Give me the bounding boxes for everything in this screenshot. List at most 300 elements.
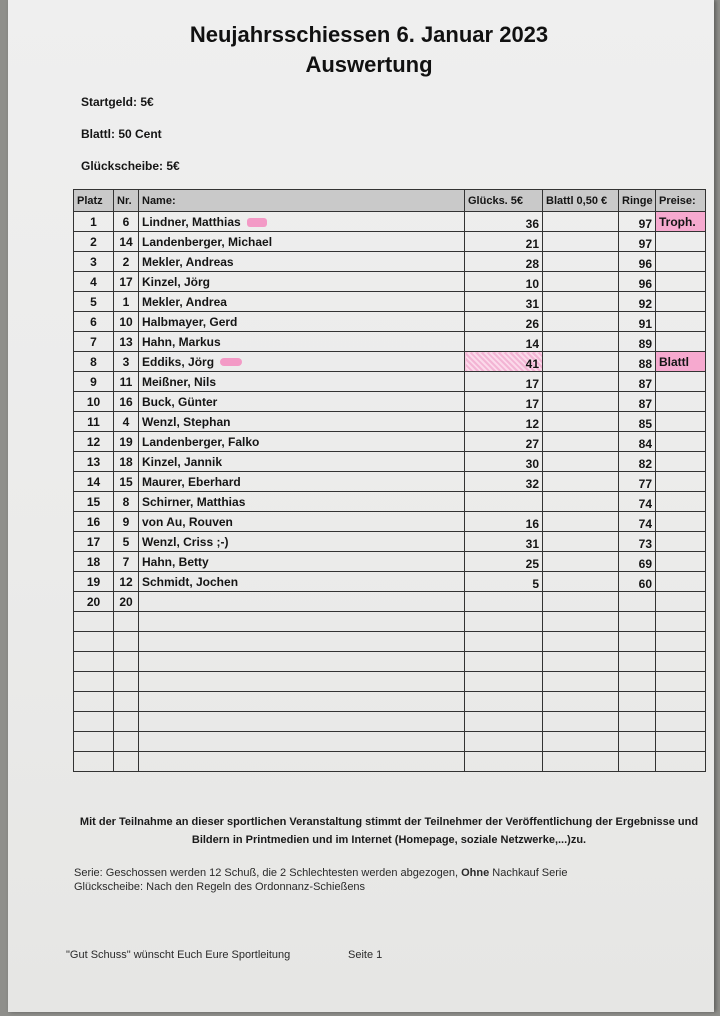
cell-nr xyxy=(114,632,139,652)
cell-glueck xyxy=(465,292,543,312)
cell-platz xyxy=(74,672,114,692)
cell-nr xyxy=(114,492,139,512)
cell-blattl xyxy=(543,692,619,712)
table-row xyxy=(74,752,706,772)
table-row xyxy=(74,732,706,752)
cell-ringe xyxy=(619,672,656,692)
cell-platz xyxy=(74,592,114,612)
cell-name xyxy=(139,372,465,392)
cell-ringe xyxy=(619,472,656,492)
cell-preis xyxy=(656,252,706,272)
cell-name-value: Hahn, Betty xyxy=(142,554,209,569)
cell-name-value: Buck, Günter xyxy=(142,394,218,409)
cell-ringe xyxy=(619,532,656,552)
cell-nr-value: 17 xyxy=(119,274,133,289)
cell-platz-value: 18 xyxy=(86,554,101,569)
cell-ringe-value: 97 xyxy=(638,217,652,231)
cell-blattl xyxy=(543,352,619,372)
cell-glueck-value: 14 xyxy=(525,337,539,351)
cell-name xyxy=(139,492,465,512)
cell-name xyxy=(139,712,465,732)
cell-ringe-value: 60 xyxy=(638,577,652,591)
cell-name-value: Wenzl, Criss ;-) xyxy=(142,534,229,549)
cell-nr-value: 5 xyxy=(122,534,130,549)
cell-platz xyxy=(74,272,114,292)
cell-blattl xyxy=(543,392,619,412)
cell-preis xyxy=(656,632,706,652)
cell-preis xyxy=(656,552,706,572)
cell-ringe xyxy=(619,632,656,652)
table-row xyxy=(74,532,706,552)
cell-nr xyxy=(114,572,139,592)
table-row xyxy=(74,592,706,612)
cell-ringe xyxy=(619,312,656,332)
cell-name xyxy=(139,292,465,312)
cell-blattl xyxy=(543,712,619,732)
cell-glueck xyxy=(465,392,543,412)
cell-name-value: Kinzel, Jannik xyxy=(142,454,223,469)
cell-blattl xyxy=(543,632,619,652)
cell-ringe-value: 89 xyxy=(638,337,652,351)
cell-nr xyxy=(114,232,139,252)
cell-blattl xyxy=(543,312,619,332)
cell-platz xyxy=(74,752,114,772)
cell-glueck-value: 12 xyxy=(525,417,539,431)
cell-name xyxy=(139,332,465,352)
cell-ringe-value: 92 xyxy=(638,297,652,311)
cell-name-value: von Au, Rouven xyxy=(142,514,233,529)
cell-ringe-value: 85 xyxy=(638,417,652,431)
cell-ringe xyxy=(619,292,656,312)
cell-preis xyxy=(656,652,706,672)
cell-nr-value: 15 xyxy=(119,474,133,489)
cell-nr xyxy=(114,412,139,432)
cell-ringe-value: 87 xyxy=(638,397,652,411)
cell-blattl xyxy=(543,412,619,432)
cell-glueck xyxy=(465,632,543,652)
cell-preis xyxy=(656,752,706,772)
cell-platz-value: 13 xyxy=(86,454,101,469)
cell-preis xyxy=(656,352,706,372)
col-header-nr: Nr. xyxy=(114,190,139,212)
fee-glueckscheibe: Glückscheibe: 5€ xyxy=(81,159,180,173)
cell-nr xyxy=(114,312,139,332)
table-row xyxy=(74,232,706,252)
page-number: Seite 1 xyxy=(348,949,383,961)
cell-glueck xyxy=(465,532,543,552)
cell-glueck xyxy=(465,492,543,512)
table-row xyxy=(74,372,706,392)
cell-glueck xyxy=(465,472,543,492)
cell-glueck-value: 41 xyxy=(525,357,539,371)
cell-name-value: Halbmayer, Gerd xyxy=(142,314,238,329)
cell-name xyxy=(139,392,465,412)
cell-ringe-value: 87 xyxy=(638,377,652,391)
cell-glueck-value: 17 xyxy=(525,397,539,411)
cell-preis xyxy=(656,452,706,472)
cell-nr xyxy=(114,672,139,692)
cell-ringe-value: 88 xyxy=(638,357,652,371)
cell-nr-value: 19 xyxy=(119,434,133,449)
cell-blattl xyxy=(543,432,619,452)
cell-blattl xyxy=(543,592,619,612)
col-header-preise: Preise: xyxy=(656,190,706,212)
cell-platz xyxy=(74,432,114,452)
cell-platz xyxy=(74,632,114,652)
cell-glueck xyxy=(465,252,543,272)
cell-nr xyxy=(114,452,139,472)
cell-platz xyxy=(74,292,114,312)
cell-blattl xyxy=(543,492,619,512)
fee-blattl: Blattl: 50 Cent xyxy=(81,127,162,141)
cell-nr-value: 20 xyxy=(119,594,133,609)
cell-name-value: Meißner, Nils xyxy=(142,374,217,389)
cell-name xyxy=(139,232,465,252)
cell-name xyxy=(139,572,465,592)
cell-glueck-value: 31 xyxy=(525,537,539,551)
cell-glueck-value: 31 xyxy=(525,297,539,311)
cell-ringe xyxy=(619,452,656,472)
cell-preis xyxy=(656,292,706,312)
cell-name xyxy=(139,612,465,632)
cell-nr xyxy=(114,612,139,632)
cell-name xyxy=(139,212,465,232)
cell-platz xyxy=(74,312,114,332)
cell-glueck xyxy=(465,352,543,372)
cell-ringe xyxy=(619,412,656,432)
table-row xyxy=(74,272,706,292)
cell-nr xyxy=(114,512,139,532)
cell-preis xyxy=(656,592,706,612)
cell-nr xyxy=(114,732,139,752)
table-row xyxy=(74,452,706,472)
cell-ringe-value: 82 xyxy=(638,457,652,471)
col-header-glueck: Glücks. 5€ xyxy=(465,190,543,212)
cell-glueck-value: 26 xyxy=(525,317,539,331)
paper-sheet xyxy=(8,0,714,1012)
cell-name-value: Mekler, Andrea xyxy=(142,294,227,309)
cell-ringe xyxy=(619,252,656,272)
cell-platz-value: 4 xyxy=(90,274,97,289)
cell-glueck xyxy=(465,332,543,352)
cell-name xyxy=(139,652,465,672)
cell-ringe xyxy=(619,432,656,452)
cell-nr xyxy=(114,472,139,492)
cell-nr xyxy=(114,292,139,312)
cell-platz xyxy=(74,332,114,352)
cell-glueck xyxy=(465,212,543,232)
cell-ringe xyxy=(619,612,656,632)
table-row xyxy=(74,352,706,372)
col-header-platz: Platz xyxy=(74,190,114,212)
cell-preis xyxy=(656,332,706,352)
cell-glueck xyxy=(465,412,543,432)
cell-platz xyxy=(74,612,114,632)
col-header-ringe: Ringe xyxy=(619,190,656,212)
cell-blattl xyxy=(543,752,619,772)
table-row xyxy=(74,292,706,312)
cell-platz xyxy=(74,372,114,392)
cell-glueck xyxy=(465,732,543,752)
cell-name-value: Maurer, Eberhard xyxy=(142,474,241,489)
table-header-row xyxy=(74,190,706,212)
cell-name-value: Landenberger, Michael xyxy=(142,234,273,249)
cell-name xyxy=(139,432,465,452)
cell-nr xyxy=(114,332,139,352)
cell-name xyxy=(139,732,465,752)
table-row xyxy=(74,212,706,232)
table-row xyxy=(74,712,706,732)
cell-name xyxy=(139,452,465,472)
cell-ringe xyxy=(619,712,656,732)
table-row xyxy=(74,252,706,272)
table-row xyxy=(74,312,706,332)
cell-ringe-value: 84 xyxy=(638,437,652,451)
cell-nr-value: 9 xyxy=(122,514,130,529)
cell-glueck-value: 32 xyxy=(525,477,539,491)
cell-glueck-value: 21 xyxy=(525,237,539,251)
col-header-name: Name: xyxy=(139,190,465,212)
cell-name xyxy=(139,672,465,692)
cell-ringe-value: 96 xyxy=(638,277,652,291)
cell-glueck-value: 16 xyxy=(525,517,539,531)
cell-nr xyxy=(114,212,139,232)
cell-ringe xyxy=(619,692,656,712)
cell-nr-value: 14 xyxy=(119,234,133,249)
cell-preis xyxy=(656,412,706,432)
rules-glueckscheibe: Glückscheibe: Nach den Regeln des Ordonnanz-Schießens xyxy=(74,881,366,893)
cell-glueck xyxy=(465,572,543,592)
cell-platz-value: 15 xyxy=(86,494,101,509)
cell-platz-value: 20 xyxy=(86,594,101,609)
cell-glueck xyxy=(465,652,543,672)
cell-name xyxy=(139,472,465,492)
cell-glueck xyxy=(465,672,543,692)
cell-ringe xyxy=(619,732,656,752)
cell-glueck xyxy=(465,612,543,632)
cell-platz xyxy=(74,472,114,492)
cell-nr xyxy=(114,372,139,392)
table-row xyxy=(74,492,706,512)
cell-preis xyxy=(656,672,706,692)
cell-glueck xyxy=(465,512,543,532)
rules-serie-bold: Ohne xyxy=(461,867,490,879)
cell-preis-value: Troph. xyxy=(659,214,696,229)
table-row xyxy=(74,652,706,672)
footer-greeting: "Gut Schuss" wünscht Euch Eure Sportleitung xyxy=(66,949,291,961)
cell-blattl xyxy=(543,292,619,312)
cell-glueck-value: 25 xyxy=(525,557,539,571)
cell-ringe xyxy=(619,352,656,372)
cell-name xyxy=(139,692,465,712)
cell-platz xyxy=(74,572,114,592)
cell-blattl xyxy=(543,612,619,632)
cell-platz xyxy=(74,232,114,252)
cell-name xyxy=(139,252,465,272)
cell-name xyxy=(139,412,465,432)
cell-platz-value: 3 xyxy=(90,254,97,269)
cell-platz-value: 10 xyxy=(86,394,101,409)
cell-blattl xyxy=(543,232,619,252)
cell-platz-value: 2 xyxy=(90,234,97,249)
cell-nr-value: 12 xyxy=(119,574,133,589)
cell-preis xyxy=(656,692,706,712)
cell-name-value: Landenberger, Falko xyxy=(142,434,260,449)
cell-nr-value: 11 xyxy=(119,374,133,389)
cell-glueck xyxy=(465,692,543,712)
cell-name-value: Schirner, Matthias xyxy=(142,494,246,509)
table-row xyxy=(74,632,706,652)
cell-glueck-value: 17 xyxy=(525,377,539,391)
cell-ringe-value: 74 xyxy=(638,497,652,511)
table-row xyxy=(74,472,706,492)
cell-nr xyxy=(114,392,139,412)
cell-name xyxy=(139,272,465,292)
page-subtitle: Auswertung xyxy=(305,52,433,77)
cell-platz xyxy=(74,252,114,272)
cell-ringe-value: 74 xyxy=(638,517,652,531)
cell-platz-value: 11 xyxy=(87,414,100,429)
cell-glueck xyxy=(465,312,543,332)
cell-ringe xyxy=(619,572,656,592)
cell-preis xyxy=(656,312,706,332)
cell-preis xyxy=(656,612,706,632)
cell-name xyxy=(139,632,465,652)
cell-nr xyxy=(114,752,139,772)
cell-nr xyxy=(114,352,139,372)
cell-glueck xyxy=(465,272,543,292)
cell-ringe xyxy=(619,512,656,532)
cell-platz xyxy=(74,452,114,472)
cell-name xyxy=(139,752,465,772)
cell-blattl xyxy=(543,732,619,752)
table-row xyxy=(74,572,706,592)
cell-name xyxy=(139,532,465,552)
cell-nr-value: 3 xyxy=(122,354,130,369)
cell-platz-value: 9 xyxy=(90,374,97,389)
cell-glueck-value: 27 xyxy=(525,437,539,451)
cell-name-value: Kinzel, Jörg xyxy=(142,274,211,289)
table-row xyxy=(74,332,706,352)
cell-ringe xyxy=(619,552,656,572)
cell-glueck xyxy=(465,752,543,772)
cell-ringe xyxy=(619,592,656,612)
table-row xyxy=(74,612,706,632)
cell-preis xyxy=(656,532,706,552)
cell-ringe-value: 97 xyxy=(638,237,652,251)
cell-blattl xyxy=(543,572,619,592)
cell-platz-value: 16 xyxy=(86,514,101,529)
results-table xyxy=(73,189,706,772)
cell-nr-value: 18 xyxy=(119,454,133,469)
cell-ringe-value: 96 xyxy=(638,257,652,271)
cell-name xyxy=(139,312,465,332)
cell-preis xyxy=(656,512,706,532)
cell-ringe-value: 91 xyxy=(638,317,652,331)
table-row xyxy=(74,512,706,532)
cell-nr xyxy=(114,652,139,672)
cell-platz-value: 1 xyxy=(90,214,97,229)
cell-ringe xyxy=(619,232,656,252)
cell-platz-value: 19 xyxy=(86,574,101,589)
cell-glueck-value: 5 xyxy=(532,577,539,591)
cell-ringe xyxy=(619,752,656,772)
cell-platz-value: 14 xyxy=(86,474,101,489)
cell-platz xyxy=(74,352,114,372)
cell-glueck xyxy=(465,432,543,452)
cell-ringe xyxy=(619,492,656,512)
cell-nr xyxy=(114,692,139,712)
cell-blattl xyxy=(543,472,619,492)
cell-platz xyxy=(74,712,114,732)
cell-nr xyxy=(114,592,139,612)
cell-ringe xyxy=(619,372,656,392)
cell-ringe xyxy=(619,652,656,672)
cell-nr-value: 7 xyxy=(122,554,130,569)
cell-platz xyxy=(74,512,114,532)
cell-glueck xyxy=(465,372,543,392)
cell-preis xyxy=(656,572,706,592)
cell-glueck xyxy=(465,452,543,472)
cell-preis xyxy=(656,732,706,752)
cell-platz-value: 17 xyxy=(86,534,101,549)
cell-name-value: Schmidt, Jochen xyxy=(142,574,239,589)
cell-blattl xyxy=(543,272,619,292)
table-row xyxy=(74,672,706,692)
cell-nr xyxy=(114,552,139,572)
cell-nr-value: 2 xyxy=(122,254,130,269)
cell-preis xyxy=(656,272,706,292)
cell-nr-value: 8 xyxy=(122,494,130,509)
fee-startgeld: Startgeld: 5€ xyxy=(81,95,154,109)
cell-blattl xyxy=(543,252,619,272)
cell-preis xyxy=(656,372,706,392)
cell-name xyxy=(139,552,465,572)
cell-platz-value: 5 xyxy=(90,294,97,309)
cell-ringe xyxy=(619,212,656,232)
cell-name-value: Lindner, Matthias xyxy=(142,214,241,229)
cell-name xyxy=(139,352,465,372)
cell-blattl xyxy=(543,332,619,352)
cell-platz-value: 12 xyxy=(86,434,101,449)
cell-name xyxy=(139,512,465,532)
table-row xyxy=(74,412,706,432)
cell-nr-value: 4 xyxy=(122,414,130,429)
highlighter-mark xyxy=(220,358,242,366)
rules-block xyxy=(74,866,714,894)
cell-glueck xyxy=(465,232,543,252)
page-title: Neujahrsschiessen 6. Januar 2023 xyxy=(189,22,549,47)
table-row xyxy=(74,692,706,712)
rules-serie-text: Serie: Geschossen werden 12 Schuß, die 2 Schlechtesten werden abgezogen, xyxy=(74,867,459,879)
table-row xyxy=(74,552,706,572)
col-header-blattl: Blattl 0,50 € xyxy=(543,190,619,212)
cell-platz xyxy=(74,212,114,232)
cell-blattl xyxy=(543,512,619,532)
table-row xyxy=(74,432,706,452)
cell-preis xyxy=(656,392,706,412)
cell-glueck-value: 28 xyxy=(525,257,539,271)
cell-name-value: Mekler, Andreas xyxy=(142,254,234,269)
cell-preis xyxy=(656,492,706,512)
cell-blattl xyxy=(543,452,619,472)
cell-platz-value: 6 xyxy=(90,314,97,329)
cell-blattl xyxy=(543,652,619,672)
cell-ringe xyxy=(619,332,656,352)
cell-platz-value: 7 xyxy=(90,334,97,349)
cell-platz xyxy=(74,392,114,412)
cell-glueck-value: 10 xyxy=(525,277,539,291)
